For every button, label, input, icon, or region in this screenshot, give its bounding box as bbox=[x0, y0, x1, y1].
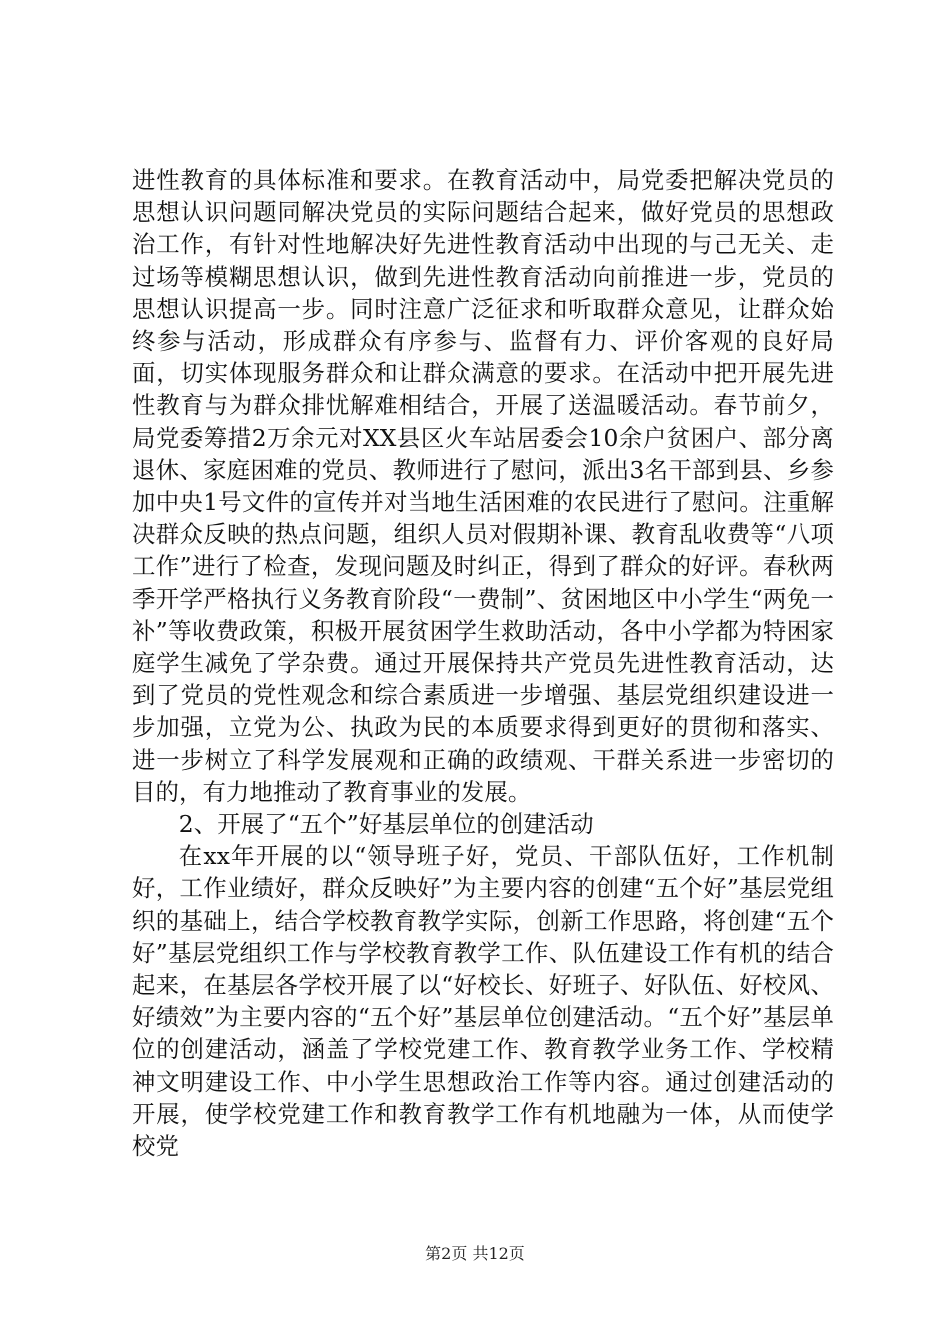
section-heading: 2、开展了“五个”好基层单位的创建活动 bbox=[178, 810, 594, 839]
paragraph-continuation: 进性教育的具体标准和要求。在教育活动中，局党委把解决党员的思想认识问题同解决党员的实际问题结合起来，做好党员的思想政治工作，有针对性地解决好先进性教育活动中出现的与己无关、走过场等模糊思想认识，做到先进性教育活动向前推进一步，党员的思想认识提高一步。同时注意广泛征求和听取群众意见，让群众始终参与活动，形成群众有序参与、监督有力、评价客观的良好局面，切实体现服务群众和让群众满意的要求。在活动中把开展先进性教育与为群众排忧解难相结合，开展了送温暖活动。春节前夕，局党委筹措2万余元对XX县区火车站居委会10余户贫困户、部分离退休、家庭困难的党员、教师进行了慰问，派出3名干部到县、乡参加中央1号文件的宣传并对当地生活困难的农民进行了慰问。注重解决群众反映的热点问题，组织人员对假期补课、教育乱收费等“八项工作”进行了检查，发现问题及时纠正，得到了群众的好评。春秋两季开学严格执行义务教育阶段“一费制”、贫困地区中小学生“两免一补”等收费政策，积极开展贫困学生救助活动，各中小学都为特困家庭学生减免了学杂费。通过开展保持共产党员先进性教育活动，达到了党员的党性观念和综合素质进一步增强、基层党组织建设进一步加强，立党为公、执政为民的本质要求得到更好的贯彻和落实、进一步树立了科学发展观和正确的政绩观、干群关系进一步密切的目的，有力地推动了教育事业的发展。 bbox=[132, 166, 834, 806]
paragraph-five-good: 在xx年开展的以“领导班子好，党员、干部队伍好，工作机制好，工作业绩好，群众反映好”为主要内容的创建“五个好”基层党组织的基础上，结合学校教育教学实际，创新工作思路，将创建“五个好”基层党组织工作与学校教育教学工作、队伍建设工作有机的结合起来，在基层各学校开展了以“好校长、好班子、好队伍、好校风、好绩效”为主要内容的“五个好”基层单位创建活动。“五个好”基层单位的创建活动，涵盖了学校党建工作、教育教学业务工作、学校精神文明建设工作、中小学生思想政治工作等内容。通过创建活动的开展，使学校党建工作和教育教学工作有机地融为一体，从而使学校党 bbox=[132, 842, 834, 1161]
page-number-footer: 第2页 共12页 bbox=[425, 1244, 525, 1263]
document-body bbox=[132, 164, 834, 1162]
